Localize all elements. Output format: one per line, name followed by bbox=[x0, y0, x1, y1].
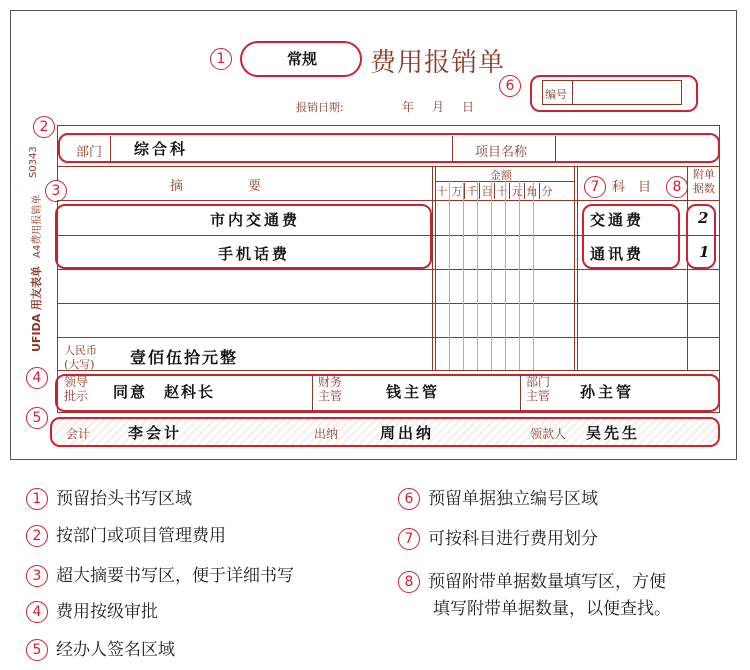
unit-jiao: 角 bbox=[524, 183, 539, 199]
deptmgr-value[interactable]: 孙主管 bbox=[580, 383, 635, 401]
deptmgr-label-1: 部门 bbox=[526, 375, 551, 389]
number-label: 编号 bbox=[545, 88, 567, 101]
side-code: S0343 bbox=[28, 146, 39, 178]
date-label: 报销日期: bbox=[296, 101, 344, 114]
approval-divider-2 bbox=[520, 375, 521, 411]
row-line-4 bbox=[57, 337, 720, 338]
accountant-label: 会计 bbox=[66, 427, 91, 441]
callout-8: 8 bbox=[666, 176, 688, 198]
legend-item-3 bbox=[26, 561, 294, 587]
unit-qian: 千 bbox=[464, 183, 479, 199]
unit-shi: 十 bbox=[436, 185, 448, 198]
cell-line bbox=[477, 181, 478, 370]
row-line-2 bbox=[57, 269, 720, 270]
subject-row-2[interactable]: 通讯费 bbox=[590, 245, 645, 263]
project-divider-left bbox=[452, 136, 453, 161]
unit-shi2: 十 bbox=[494, 183, 509, 199]
legend-item-6 bbox=[398, 484, 598, 510]
legend-text-7: 可按科目进行费用划分 bbox=[428, 529, 598, 549]
amount-units bbox=[435, 183, 554, 199]
legend-item-5 bbox=[26, 635, 175, 661]
attach-left-line bbox=[687, 166, 688, 370]
dept-value[interactable]: 综合科 bbox=[134, 140, 189, 158]
legend-item-2 bbox=[26, 521, 226, 547]
subject-row-1[interactable]: 交通费 bbox=[590, 211, 645, 229]
legend-item-1 bbox=[26, 484, 192, 510]
legend-num-3: 3 bbox=[26, 565, 48, 587]
amount-right-line bbox=[574, 166, 575, 370]
legend-text-4: 费用按级审批 bbox=[56, 602, 158, 622]
rmb-label: 人民币 bbox=[64, 344, 97, 357]
deptmgr-label bbox=[526, 375, 550, 403]
amount-right-line2 bbox=[577, 166, 578, 370]
accountant-value[interactable]: 李会计 bbox=[128, 424, 183, 442]
legend-num-2: 2 bbox=[26, 525, 48, 547]
project-label: 项目名称 bbox=[475, 145, 528, 160]
legend-num-4: 4 bbox=[26, 601, 48, 623]
leader-label-2: 批示 bbox=[64, 389, 89, 403]
cell-line bbox=[449, 181, 450, 370]
project-value[interactable] bbox=[560, 136, 710, 160]
receiver-label: 领款人 bbox=[530, 427, 567, 441]
legend-text-8: 预留附带单据数量填写区，方便 bbox=[428, 572, 666, 592]
dept-divider bbox=[110, 136, 111, 161]
dept-label: 部门 bbox=[76, 145, 103, 160]
finance-label-2: 主管 bbox=[318, 389, 343, 403]
unit-fen: 分 bbox=[539, 183, 554, 199]
legend-num-6: 6 bbox=[398, 488, 420, 510]
date-day: 日 bbox=[462, 100, 475, 114]
legend-item-4 bbox=[26, 597, 158, 623]
unit-bai: 百 bbox=[479, 183, 494, 199]
date-month: 月 bbox=[432, 100, 445, 114]
count-row-1[interactable]: 2 bbox=[698, 209, 709, 227]
count-row-2[interactable]: 1 bbox=[699, 243, 710, 261]
row-line-5 bbox=[57, 370, 720, 371]
rmb-value[interactable]: 壹佰伍拾元整 bbox=[130, 348, 239, 367]
unit-yuan: 元 bbox=[509, 183, 524, 199]
callout-6: 6 bbox=[499, 75, 521, 97]
callout-5: 5 bbox=[26, 407, 48, 429]
project-divider-right bbox=[555, 136, 556, 161]
rmb-sub: (大写) bbox=[64, 358, 95, 371]
legend-text-8b: 填写附带单据数量，以便查找。 bbox=[433, 599, 671, 619]
finance-value[interactable]: 钱主管 bbox=[386, 383, 441, 401]
cell-line bbox=[533, 181, 534, 370]
cashier-label: 出纳 bbox=[314, 427, 339, 441]
number-divider bbox=[572, 80, 573, 105]
header-bottom-line bbox=[57, 200, 720, 201]
summary-row-2[interactable]: 手机话费 bbox=[218, 245, 291, 263]
legend-text-1: 预留抬头书写区域 bbox=[56, 489, 192, 509]
leader-label-1: 领导 bbox=[64, 375, 89, 389]
cashier-value[interactable]: 周出纳 bbox=[380, 424, 435, 442]
side-brand: UFIDA 用友表单 bbox=[30, 265, 43, 352]
row-line-3 bbox=[57, 303, 720, 304]
side-paper: A4费用报销单 bbox=[32, 194, 43, 258]
unit-wan: 万 bbox=[449, 183, 464, 199]
legend-text-3: 超大摘要书写区，便于详细书写 bbox=[56, 566, 294, 586]
legend-text-6: 预留单据独立编号区域 bbox=[428, 489, 598, 509]
legend-text-2: 按部门或项目管理费用 bbox=[56, 526, 226, 546]
legend-item-8 bbox=[398, 567, 666, 593]
finance-label bbox=[318, 375, 342, 403]
summary-header: 摘 要 bbox=[170, 179, 262, 194]
legend-text-5: 经办人签名区域 bbox=[56, 640, 175, 660]
receiver-value[interactable]: 吴先生 bbox=[586, 424, 641, 442]
legend-num-1: 1 bbox=[26, 488, 48, 510]
amount-left-line bbox=[432, 166, 433, 370]
callout-1: 1 bbox=[210, 48, 232, 70]
callout-3: 3 bbox=[45, 180, 67, 202]
attach-header: 附单据数 bbox=[693, 168, 715, 195]
callout-4: 4 bbox=[26, 367, 48, 389]
date-year: 年 bbox=[402, 100, 415, 114]
legend-item-7 bbox=[398, 524, 598, 550]
leader-value[interactable]: 同意 赵科长 bbox=[113, 383, 216, 401]
cell-line bbox=[463, 181, 464, 370]
legend-num-8: 8 bbox=[398, 571, 420, 593]
cell-line bbox=[519, 181, 520, 370]
cell-line bbox=[505, 181, 506, 370]
amount-header: 金额 bbox=[490, 169, 512, 182]
subject-header: 科 目 bbox=[612, 180, 652, 195]
legend-num-5: 5 bbox=[26, 639, 48, 661]
cell-line bbox=[491, 181, 492, 370]
leader-label bbox=[64, 375, 88, 403]
finance-label-1: 财务 bbox=[318, 375, 343, 389]
form-title: 费用报销单 bbox=[370, 48, 506, 78]
legend-num-7: 7 bbox=[398, 528, 420, 550]
summary-row-1[interactable]: 市内交通费 bbox=[210, 211, 301, 229]
header-value: 常规 bbox=[287, 50, 318, 68]
callout-2: 2 bbox=[33, 116, 55, 138]
deptmgr-label-2: 主管 bbox=[526, 389, 551, 403]
callout-7: 7 bbox=[584, 176, 606, 198]
approval-divider-1 bbox=[312, 375, 313, 411]
header-top-line bbox=[57, 166, 720, 167]
